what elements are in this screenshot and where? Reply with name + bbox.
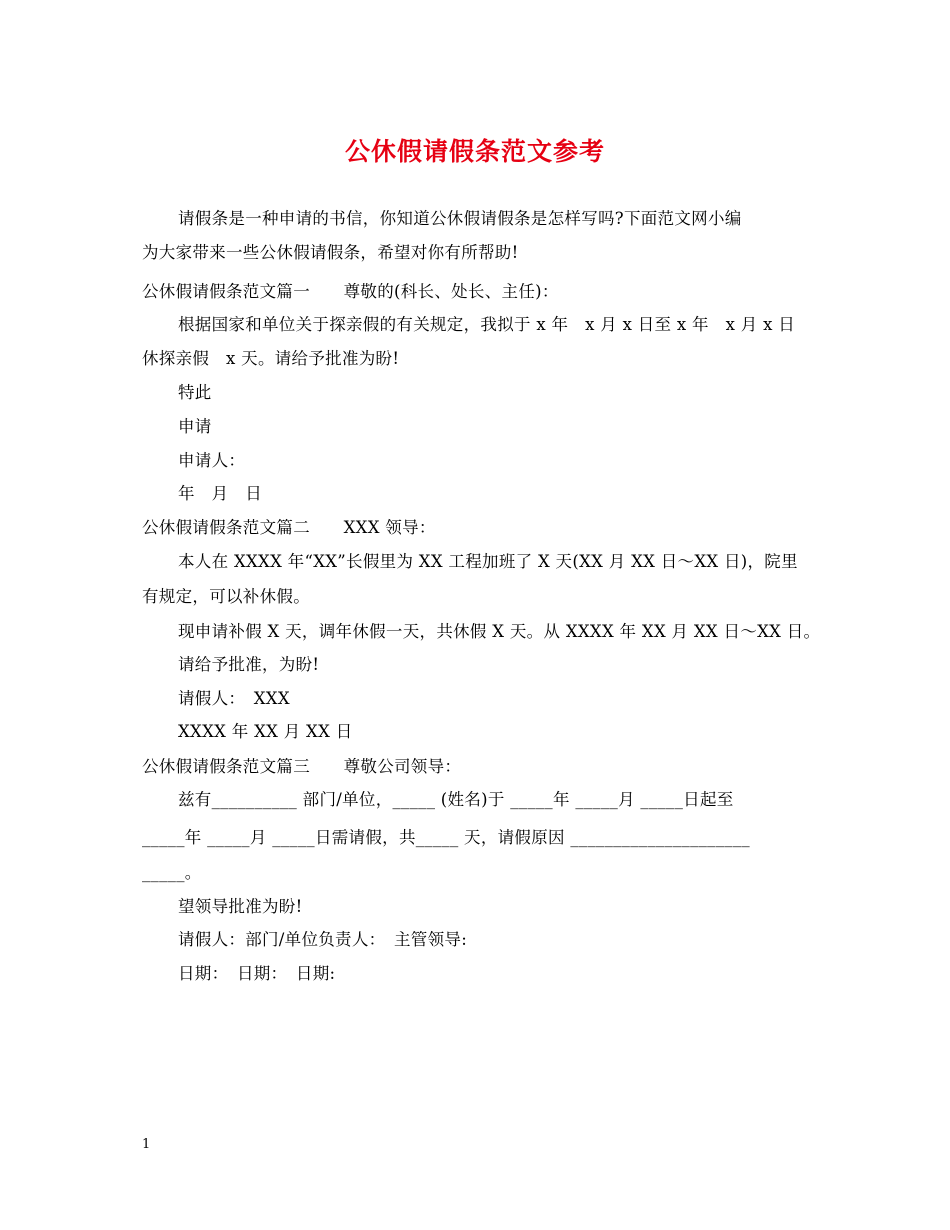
section-1-closing-1: 特此	[178, 383, 212, 402]
section-2-body-1: 本人在 XXXX 年“XX”长假里为 XX 工程加班了 X 天(XX 月 XX 日～XX 日)，院里	[178, 552, 798, 571]
intro-line-1: 请假条是一种申请的书信，你知道公休假请假条是怎样写吗?下面范文网小编	[178, 209, 742, 228]
section-3-body-4: 望领导批准为盼!	[178, 897, 303, 916]
section-1-closing-2: 申请	[178, 417, 212, 436]
section-2-date: XXXX 年 XX 月 XX 日	[178, 722, 353, 741]
section-3-body-3: _____。	[142, 863, 202, 882]
section-2-body-4: 请给予批准，为盼!	[178, 655, 320, 674]
section-2-body-3: 现申请补假 X 天，调年休假一天，共休假 X 天。从 XXXX 年 XX 月 XX 日～XX 日。	[178, 622, 821, 641]
section-3-body-1: 兹有__________ 部门/单位，_____ (姓名)于 _____年 _____月 _____日起至	[178, 790, 734, 809]
section-3-signatures: 请假人：部门/单位负责人： 主管领导:	[178, 930, 468, 949]
document-title: 公休假请假条范文参考	[344, 137, 605, 166]
intro-line-2: 为大家带来一些公休假请假条，希望对你有所帮助!	[142, 243, 519, 262]
section-2-heading: 公休假请假条范文篇二 XXX 领导：	[142, 518, 436, 537]
page-number: 1	[142, 1137, 151, 1152]
section-3-dates: 日期： 日期： 日期:	[178, 964, 336, 983]
section-2-applicant: 请假人： XXX	[178, 689, 290, 708]
section-1-applicant: 申请人：	[178, 451, 246, 470]
section-1-heading: 公休假请假条范文篇一 尊敬的(科长、处长、主任)：	[142, 282, 559, 301]
section-1-date: 年 月 日	[178, 484, 262, 503]
section-2-body-2: 有规定，可以补休假。	[142, 587, 310, 606]
section-1-body-1: 根据国家和单位关于探亲假的有关规定，我拟于 x 年 x 月 x 日至 x 年 x 月 x 日	[178, 315, 796, 334]
section-1-body-2: 休探亲假 x 天。请给予批准为盼!	[142, 349, 400, 368]
section-3-body-2: _____年 _____月 _____日需请假，共_____ 天，请假原因 _____________________	[142, 828, 750, 847]
section-3-heading: 公休假请假条范文篇三 尊敬公司领导：	[142, 757, 462, 776]
